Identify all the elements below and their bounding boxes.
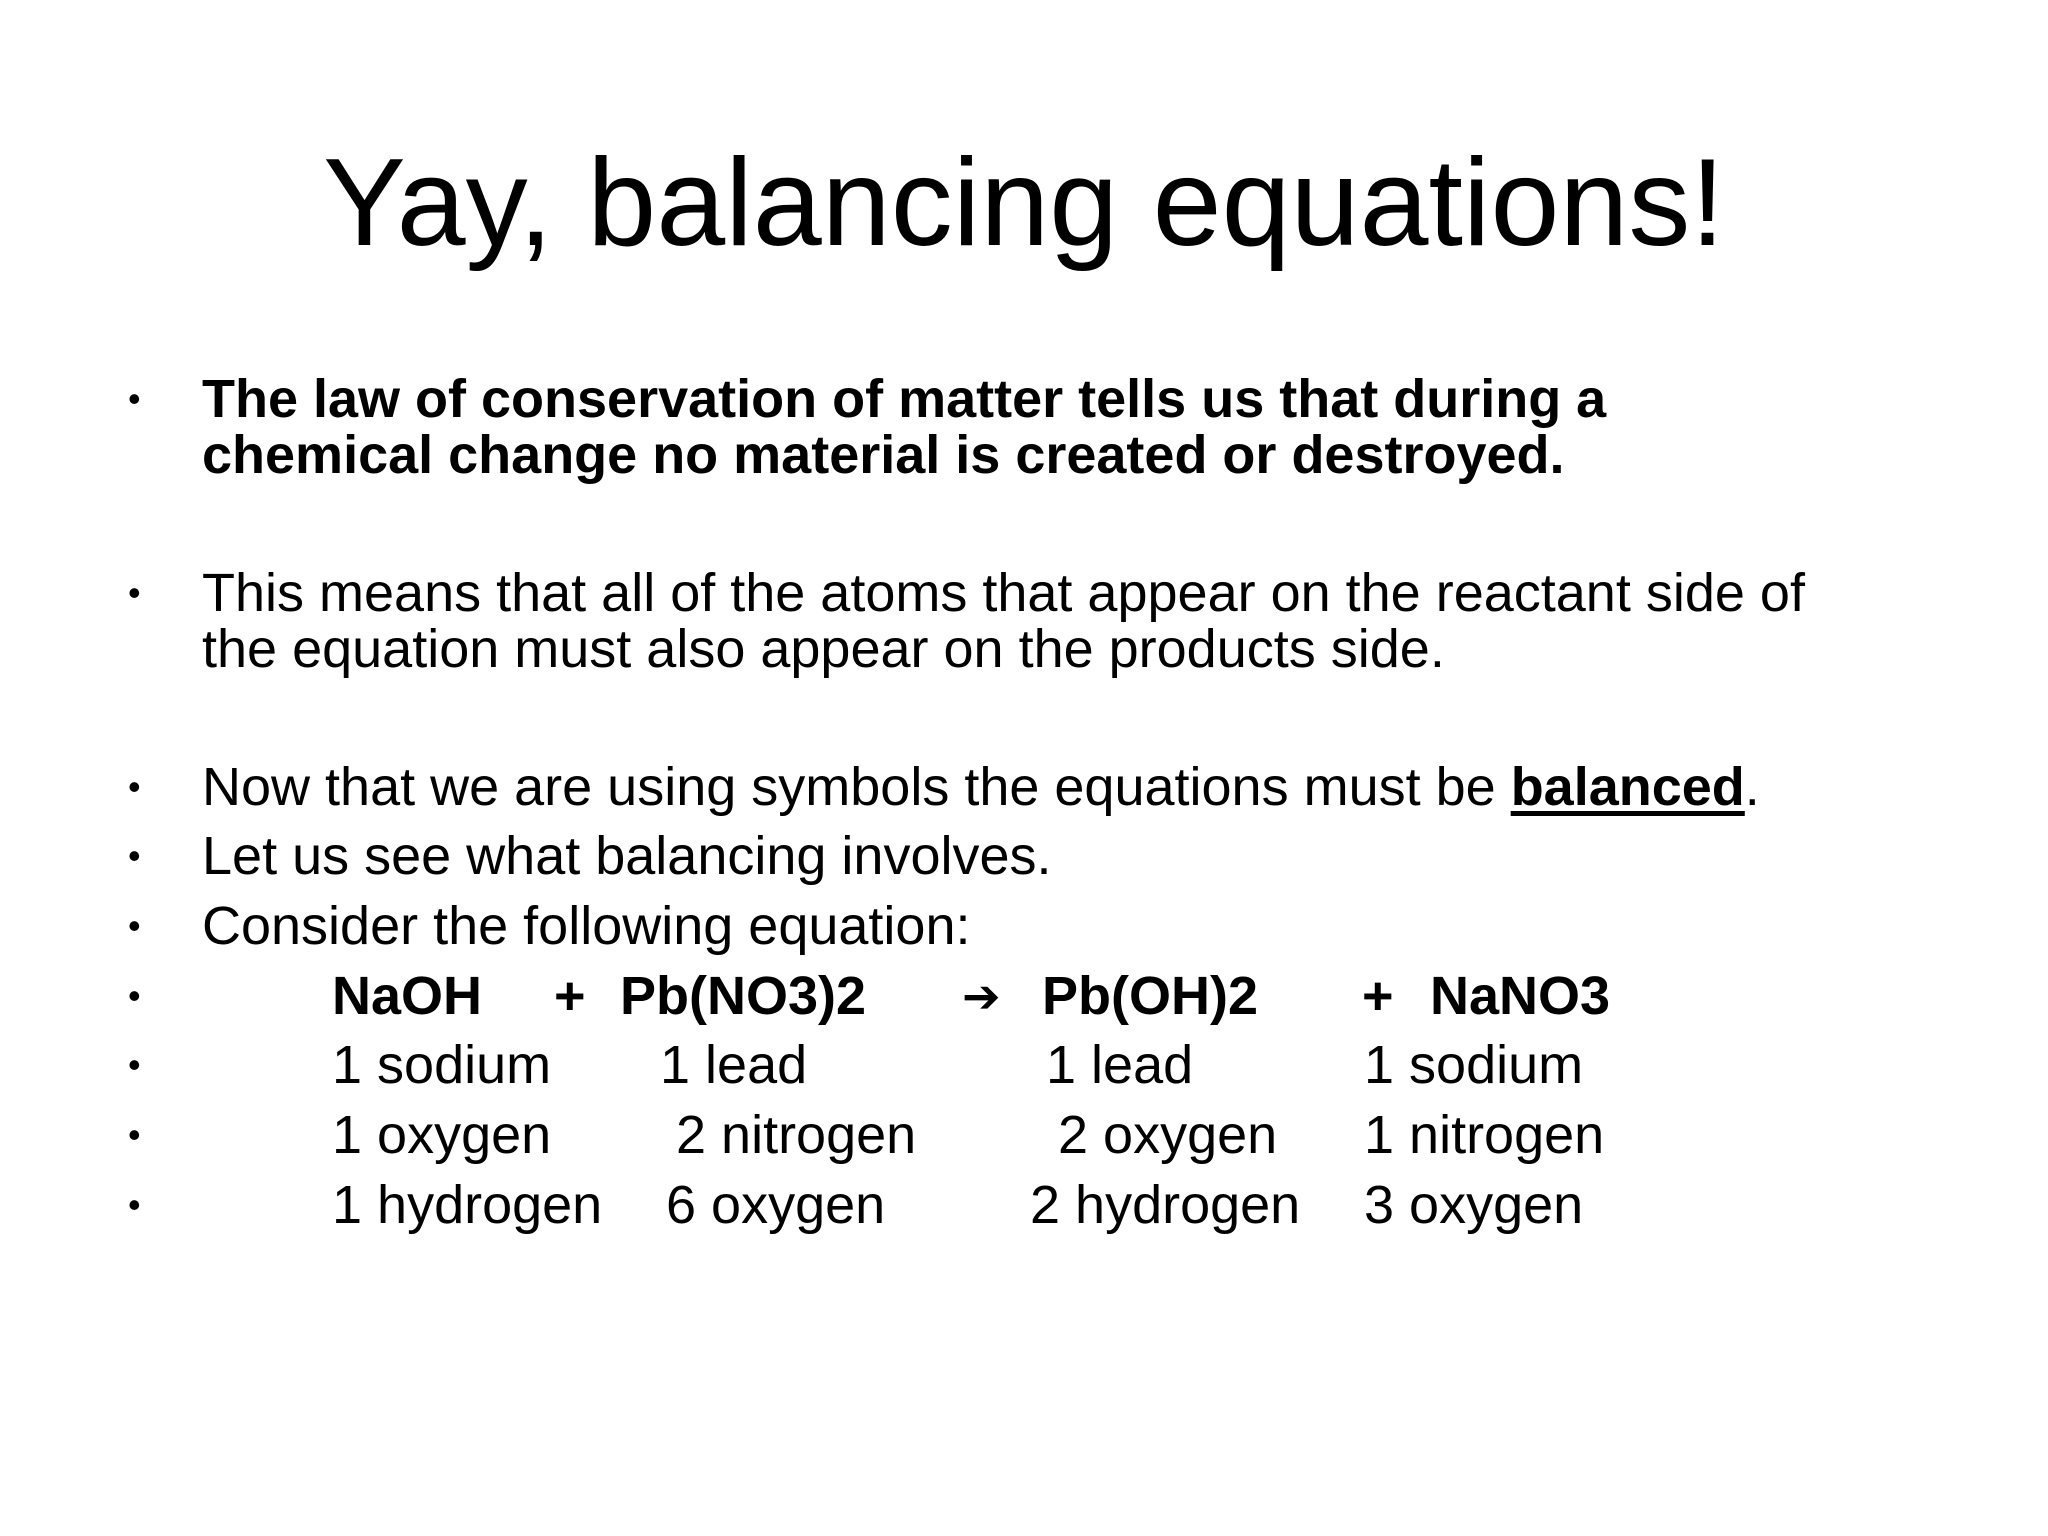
bullet-marker: • xyxy=(128,378,141,419)
reactant-pbno32: Pb(NO3)2 xyxy=(620,966,867,1026)
bullet-marker: • xyxy=(128,766,141,807)
bullet-marker: • xyxy=(128,1114,141,1155)
bullet-2-line-2: the equation must also appear on the products side. xyxy=(202,619,1445,679)
bullet-5-text: Consider the following equation: xyxy=(202,896,971,956)
reaction-arrow: ➔ xyxy=(962,969,1001,1023)
atom-count: 2 nitrogen xyxy=(676,1105,917,1165)
bullet-marker: • xyxy=(128,835,141,876)
atom-count: 1 sodium xyxy=(1364,1035,1584,1095)
bullet-marker: • xyxy=(128,1184,141,1225)
bullet-marker: • xyxy=(128,975,141,1016)
balanced-emphasis: balanced xyxy=(1510,757,1745,817)
product-nano3: NaNO3 xyxy=(1430,966,1611,1026)
atom-count: 1 oxygen xyxy=(332,1105,552,1165)
bullet-marker: • xyxy=(128,572,141,613)
plus-sign-2: + xyxy=(1362,966,1394,1026)
atom-count: 1 sodium xyxy=(332,1035,552,1095)
bullet-marker: • xyxy=(128,1044,141,1085)
product-pboh2: Pb(OH)2 xyxy=(1042,966,1258,1026)
atom-count: 2 hydrogen xyxy=(1030,1175,1301,1235)
bullet-3-before: Now that we are using symbols the equations must be xyxy=(202,757,1511,817)
bullet-1-line-2: chemical change no material is created or destroyed. xyxy=(202,425,1565,485)
plus-sign-1: + xyxy=(554,966,586,1026)
atom-count: 1 lead xyxy=(1046,1035,1194,1095)
atom-count: 3 oxygen xyxy=(1364,1175,1584,1235)
bullet-1-line-1: The law of conservation of matter tells us that during a xyxy=(202,369,1607,429)
atom-count: 6 oxygen xyxy=(666,1175,886,1235)
atom-count: 1 nitrogen xyxy=(1364,1105,1605,1165)
bullet-3-after: . xyxy=(1744,757,1760,817)
reactant-naoh: NaOH xyxy=(332,966,483,1026)
atom-count: 1 lead xyxy=(660,1035,808,1095)
bullet-4-text: Let us see what balancing involves. xyxy=(202,826,1052,886)
atom-count: 1 hydrogen xyxy=(332,1175,603,1235)
bullet-marker: • xyxy=(128,905,141,946)
slide-title: Yay, balancing equations! xyxy=(323,134,1725,272)
bullet-3-text xyxy=(202,759,1760,815)
atom-count: 2 oxygen xyxy=(1058,1105,1278,1165)
bullet-2-line-1: This means that all of the atoms that appear on the reactant side of xyxy=(202,563,1805,623)
